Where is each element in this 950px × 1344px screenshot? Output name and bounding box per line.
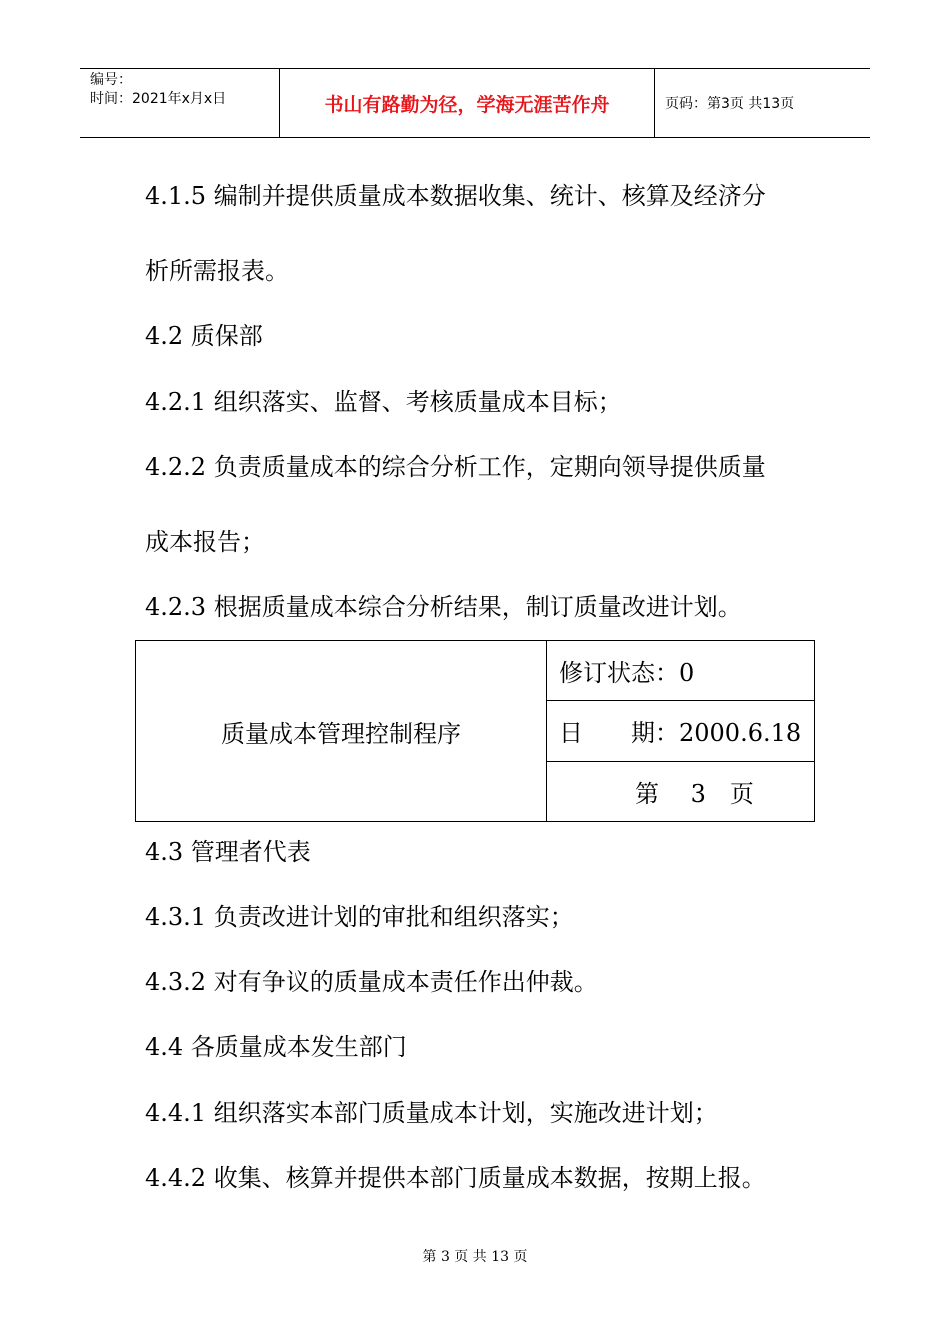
paragraph-4-2-1: 4.2.1 组织落实、监督、考核质量成本目标；	[145, 388, 622, 416]
document-time: 时间：2021年x月x日	[90, 91, 227, 107]
page-footer: 第 3 页 共 13 页	[422, 1249, 528, 1265]
header-page-info: 页码：第3页 共13页	[665, 96, 795, 112]
table-page-number: 第 3 页	[547, 761, 814, 821]
header-motto: 书山有路勤为径，学海无涯苦作舟	[280, 69, 655, 137]
header-meta	[80, 69, 280, 137]
paragraph-4-3-1: 4.3.1 负责改进计划的审批和组织落实；	[145, 903, 574, 931]
paragraph-4-2-3: 4.2.3 根据质量成本综合分析结果，制订质量改进计划。	[145, 593, 742, 621]
paragraph-4-2-2: 4.2.2 负责质量成本的综合分析工作，定期向领导提供质量	[145, 453, 766, 481]
heading-4-2: 4.2 质保部	[145, 322, 263, 350]
paragraph-4-4-2: 4.4.2 收集、核算并提供本部门质量成本数据，按期上报。	[145, 1164, 766, 1192]
issue-date: 日 期：2000.6.18	[547, 700, 814, 760]
document-number-label: 编号：	[90, 72, 132, 88]
heading-4-4: 4.4 各质量成本发生部门	[145, 1033, 407, 1061]
revision-status: 修订状态：0	[559, 659, 695, 688]
document-control-table	[135, 640, 815, 822]
paragraph-4-1-5: 4.1.5 编制并提供质量成本数据收集、统计、核算及经济分	[145, 182, 766, 210]
paragraph-4-4-1: 4.4.1 组织落实本部门质量成本计划，实施改进计划；	[145, 1099, 718, 1127]
page-header	[80, 68, 870, 138]
control-table-meta	[547, 641, 814, 821]
paragraph-4-2-2-cont: 成本报告；	[145, 528, 265, 556]
procedure-title: 质量成本管理控制程序	[136, 641, 547, 821]
paragraph-4-3-2: 4.3.2 对有争议的质量成本责任作出仲裁。	[145, 968, 598, 996]
paragraph-4-1-5-cont: 析所需报表。	[145, 257, 289, 285]
heading-4-3: 4.3 管理者代表	[145, 838, 311, 866]
